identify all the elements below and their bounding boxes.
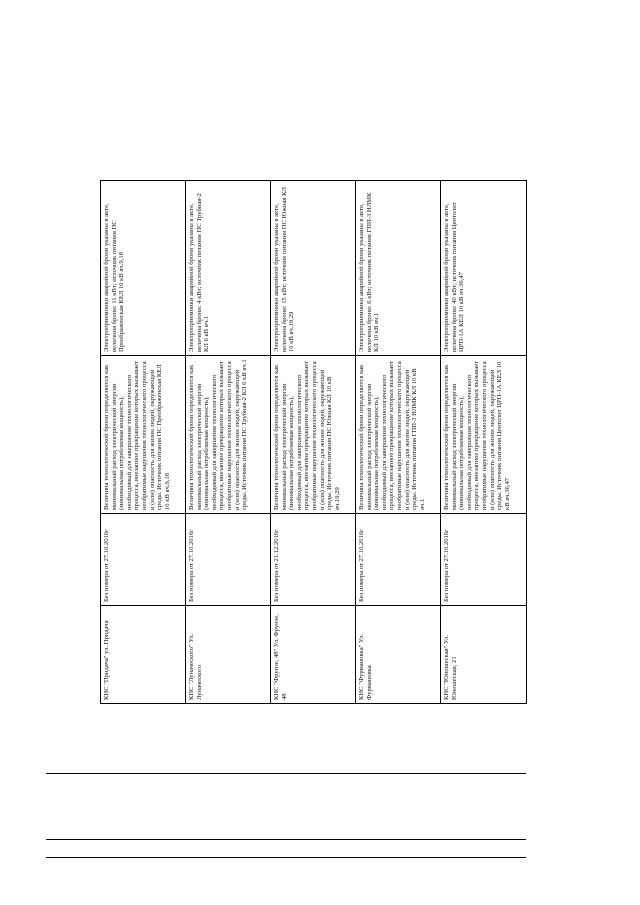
rule-line-1 [46, 773, 526, 774]
cell-object: КНС "Придача" ул. Придача [101, 606, 186, 704]
cell-desc: Величина технологической брони определяется как минимальный расход электрической энергии (минимальная потребляемая мощность), необходимый для завершения технологического процесса, внезапное прекращение которых вызывает необратимые нарушения технологического процесса и (или) опасность для жизни людей, окружающей среды. Источник питания ГПП-3 НЛМК КЛ 10 кВ яч.1 [356, 356, 441, 514]
cell-desc: Величина технологической брони определяется как минимальный расход электрической энергии (минимальная потребляемая мощность), необходимый для завершения технологического процесса, внезапное прекращение которых вызывает необратимые нарушения технологического процесса и (или) опасность для жизни людей, окружающей среды. Источник питания ПС Преображенская КЕЛ 10 кВ яч.9,18 [101, 356, 186, 514]
cell-doc: Без номера от 27.10.2016г [186, 514, 271, 606]
cell-armor: Электроприемники аварийной брони указаны в акте, величина брони: 6 кВт; источник питания ГПП-3 НЛМК КЛ 10 кВ яч.1 [356, 180, 441, 356]
cell-object: КНС "Фрунзе, 48" Ул. Фрунзе, 48 [271, 606, 356, 704]
cell-object: КНС "Фурмановка" Ул. Фурмановка [356, 606, 441, 704]
cell-desc: Величина технологической брони определяется как минимальный расход электрической энергии (минимальная потребляемая мощность), необходимый для завершения технологического процесса, внезапное прекращение которых вызывает необратимые нарушения технологического процесса и (или) опасность для жизни людей, окружающей среды. Источник питания ПС Южная КЛ 10 кВ яч.19,29 [271, 356, 356, 514]
rule-line-3 [46, 857, 526, 858]
rule-line-2 [46, 839, 526, 840]
table-body [100, 180, 525, 704]
cell-desc: Величина технологической брони определяется как минимальный расход электрической энергии (минимальная потребляемая мощность), необходимый для завершения технологического процесса, внезапное прекращение которых вызывает необратимые нарушения технологического процесса и (или) опасность для жизни людей, окружающей среды. Источник питания Центолит ЦРП-1А КЕЛ 10 кВ яч.36,47 [441, 356, 526, 514]
table-row [355, 180, 441, 704]
cell-doc: Без номера от 27.10.2016г [441, 514, 526, 606]
table-row [185, 180, 271, 704]
cell-armor: Электроприемники аварийной брони указаны в акте, величина брони: 40 кВт; источник питания Центолит ЦРП-1А КЕЛ 10 кВ яч.36,47 [441, 180, 526, 356]
cell-doc: Без номера от 27.10.2016г [356, 514, 441, 606]
cell-doc: Без номера от 27.10.2016г [101, 514, 186, 606]
cell-desc: Величина технологической брони определяется как минимальный расход электрической энергии (минимальная потребляемая мощность), необходимый для завершения технологического процесса, внезапное прекращение которых вызывает необратимые нарушения технологического процесса и (или) опасность для жизни людей, окружающей среды. Источник питания ПС Трубная-2 КЛ 6 кВ яч.1 [186, 356, 271, 514]
table-row [100, 180, 186, 704]
cell-armor: Электроприемники аварийной брони указаны в акте, величина брони: 11 кВт; источник питания ПС Преображенская КЕЛ 10 кВ яч.9,18 [101, 180, 186, 356]
table-row [270, 180, 356, 704]
cell-object: КНС "Юношеская" Ул. Юношеская, 21 [441, 606, 526, 704]
rotated-table [100, 180, 624, 700]
cell-armor: Электроприемники аварийной брони указаны в акте, величина брони: 15 кВт; источник питания ПС Южная КЛ 10 кВ яч.19,29 [271, 180, 356, 356]
cell-object: КНС "Луначеского" Ул. Луначеского [186, 606, 271, 704]
table-row [440, 180, 527, 704]
cell-armor: Электроприемники аварийной брони указаны в акте, величина брони: 4 кВт; источник питания ПС Трубная-2 КЛ 6 кВ яч.1 [186, 180, 271, 356]
cell-doc: Без номера от 21.12.2016г [271, 514, 356, 606]
